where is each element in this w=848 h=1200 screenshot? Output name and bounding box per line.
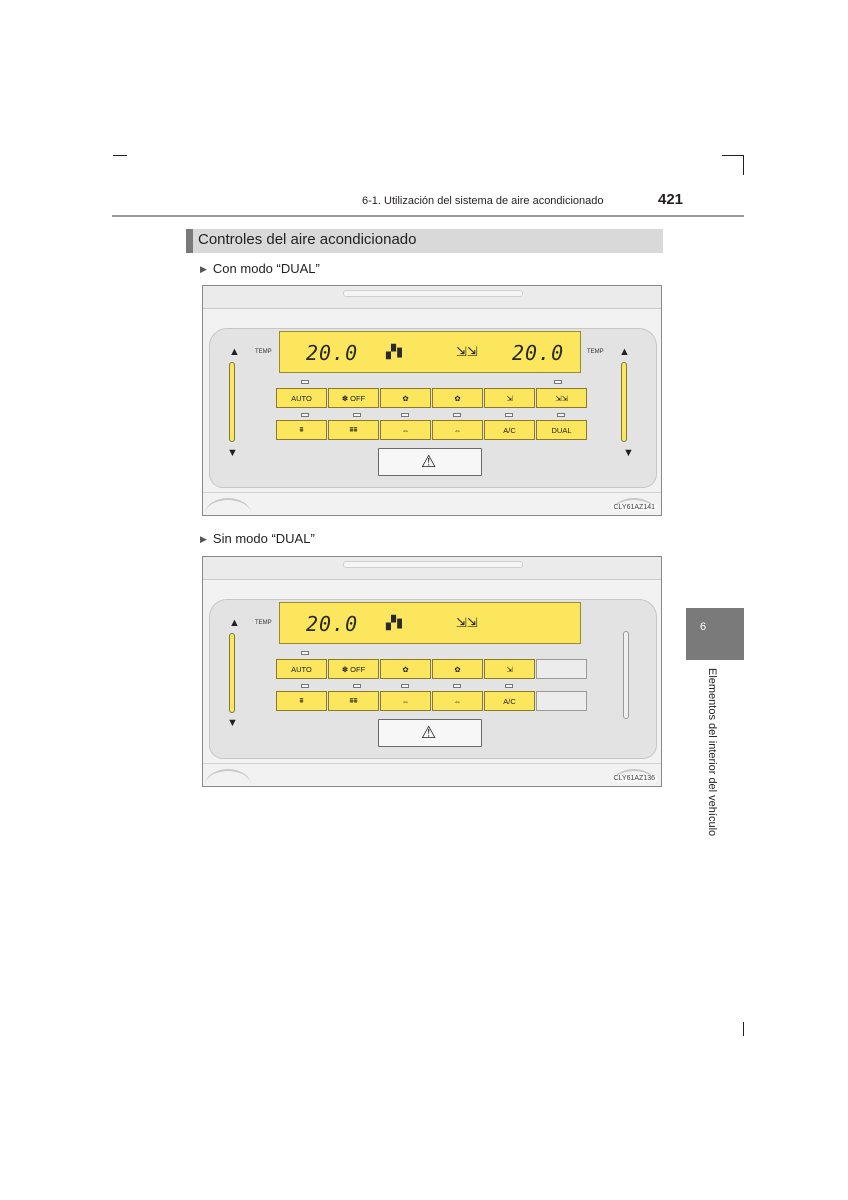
hazard-button[interactable] [378,448,482,476]
temp-slider-left[interactable] [229,362,235,442]
section-title-bar [186,229,663,253]
temp-slider-right[interactable] [621,362,627,442]
indicator-led [554,380,562,384]
subheading-dual [200,261,320,276]
arrow-down-icon[interactable]: ▼ [227,717,238,729]
chapter-title: Elementos del interior del vehículo [706,668,718,837]
page-number: 421 [658,191,684,208]
indicator-led [453,684,461,688]
running-header-section: 6-1. Utilización del sistema de aire acondicionado [362,195,604,207]
indicator-led [505,413,513,417]
indicator-led [301,413,309,417]
arrow-down-icon[interactable]: ▼ [623,447,634,459]
auto-button[interactable]: AUTO [276,659,327,679]
ac-button[interactable]: A/C [484,691,535,711]
button-row-2 [276,691,588,711]
outside-air-button[interactable]: ⇔ [380,420,431,440]
climate-display [279,331,581,373]
fan-down-button[interactable]: ✿ [380,659,431,679]
indicator-led [353,413,361,417]
button-row-1 [276,388,588,408]
left-temp-readout: 20.0 [306,612,359,636]
subheading-dual-text: Con modo “DUAL” [212,261,320,276]
image-code: CLY61AZ136 [613,775,655,782]
crop-mark-top-right-v [743,155,744,175]
temp-slider-right-inactive [623,631,629,719]
hazard-triangle-icon: ⚠ [421,723,437,742]
airflow-mode-right-button[interactable]: ⇲⇲ [536,388,587,408]
subheading-single-text: Sin modo “DUAL” [212,531,315,546]
panel-bezel [203,286,661,309]
knob-left [205,498,251,516]
fan-speed-icon: ▞▮ [386,344,404,359]
recirculate-air-button[interactable]: ⇔ [432,691,483,711]
indicator-led [301,651,309,655]
fan-off-button[interactable]: ✽ OFF [328,388,379,408]
indicator-led [505,684,513,688]
crop-mark-top-right-h [722,155,744,156]
crop-mark-top-left [113,155,127,156]
windshield-defog-button[interactable]: ⩩ [276,691,327,711]
fan-up-button[interactable]: ✿ [432,388,483,408]
arrow-up-icon[interactable]: ▲ [229,346,240,358]
temp-label-left: TEMP [255,349,272,355]
indicator-led [401,684,409,688]
airflow-mode-button[interactable]: ⇲ [484,388,535,408]
ac-button[interactable]: A/C [484,420,535,440]
fan-speed-icon: ▞▮ [386,615,404,630]
crop-mark-bottom-right-v [743,1022,744,1036]
indicator-led [301,684,309,688]
auto-button[interactable]: AUTO [276,388,327,408]
indicator-led [353,684,361,688]
airflow-mode-icon: ⇲⇲ [456,344,478,359]
climate-panel-single [202,556,662,787]
arrow-up-icon[interactable]: ▲ [229,617,240,629]
panel-vent [343,561,523,568]
hazard-button[interactable] [378,719,482,747]
temp-label-left: TEMP [255,620,272,626]
section-title: Controles del aire acondicionado [198,231,417,248]
fan-down-button[interactable]: ✿ [380,388,431,408]
chapter-tab [686,608,744,660]
dual-button[interactable]: DUAL [536,420,587,440]
outside-air-button[interactable]: ⇔ [380,691,431,711]
indicator-led [301,380,309,384]
temp-slider-left[interactable] [229,633,235,713]
rear-defog-button[interactable]: ⩩⩩ [328,691,379,711]
right-temp-readout: 20.0 [512,341,565,365]
indicator-led [453,413,461,417]
recirculate-air-button[interactable]: ⇔ [432,420,483,440]
windshield-defog-button[interactable]: ⩩ [276,420,327,440]
temp-label-right: TEMP [587,349,604,355]
indicator-led [557,413,565,417]
knob-left [205,769,251,787]
blank-button [536,659,587,679]
panel-footer-line [203,763,661,764]
climate-panel-dual [202,285,662,516]
header-rule [112,215,744,217]
fan-off-button[interactable]: ✽ OFF [328,659,379,679]
fan-up-button[interactable]: ✿ [432,659,483,679]
arrow-down-icon[interactable]: ▼ [227,447,238,459]
rear-defog-button[interactable]: ⩩⩩ [328,420,379,440]
airflow-mode-icon: ⇲⇲ [456,615,478,630]
blank-button [536,691,587,711]
triangle-right-icon: ▶ [200,264,207,274]
section-title-accent [186,229,193,253]
triangle-right-icon: ▶ [200,534,207,544]
indicator-led [401,413,409,417]
left-temp-readout: 20.0 [306,341,359,365]
subheading-single [200,531,315,546]
button-row-1 [276,659,588,679]
hazard-triangle-icon: ⚠ [421,452,437,471]
panel-bezel [203,557,661,580]
image-code: CLY61AZ141 [613,504,655,511]
airflow-mode-button[interactable]: ⇲ [484,659,535,679]
climate-display [279,602,581,644]
arrow-up-icon[interactable]: ▲ [619,346,630,358]
panel-vent [343,290,523,297]
button-row-2 [276,420,588,440]
panel-footer-line [203,492,661,493]
chapter-number: 6 [700,621,707,633]
